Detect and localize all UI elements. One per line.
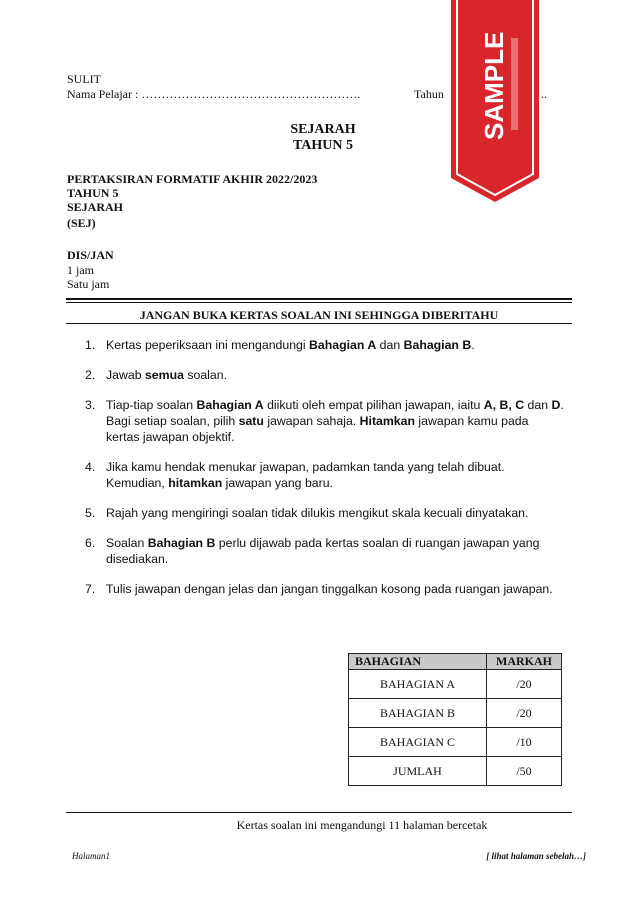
instruction-number: 5. xyxy=(85,506,96,520)
confidential-label: SULIT xyxy=(67,72,101,86)
table-cell-marks: /10 xyxy=(487,728,562,757)
instruction-segment: Jawab xyxy=(106,368,145,382)
instruction-item xyxy=(85,397,565,445)
divider-top-thin xyxy=(66,302,572,303)
instruction-item xyxy=(85,581,565,597)
table-row xyxy=(349,670,562,699)
table-row xyxy=(349,757,562,786)
instruction-segment: . xyxy=(471,338,475,352)
instruction-number: 3. xyxy=(85,398,96,412)
divider-under-warning xyxy=(66,323,572,324)
table-cell-marks: /50 xyxy=(487,757,562,786)
table-row xyxy=(349,728,562,757)
instruction-segment: Jika kamu hendak menukar jawapan, padamkan tanda yang telah dibuat. Kemudian, xyxy=(106,460,505,490)
assessment-subject: SEJARAH xyxy=(67,200,124,214)
year-title: TAHUN 5 xyxy=(292,138,354,153)
table-row xyxy=(349,699,562,728)
instruction-item xyxy=(85,505,565,521)
instruction-number: 1. xyxy=(85,338,96,352)
instruction-emphasis: A, B, C xyxy=(483,398,525,412)
table-cell-section: BAHAGIAN B xyxy=(349,699,487,728)
instruction-number: 7. xyxy=(85,582,96,596)
instruction-segment: jawapan kamu pada kertas jawapan objektif. xyxy=(106,414,529,444)
instruction-text xyxy=(106,460,505,490)
instruction-text xyxy=(106,338,475,352)
subject-title: SEJARAH xyxy=(290,122,356,137)
instruction-emphasis: Bahagian B xyxy=(403,338,472,352)
instruction-emphasis: satu xyxy=(238,414,264,428)
instruction-item xyxy=(85,337,565,353)
instruction-segment: jawapan sahaja. xyxy=(263,414,360,428)
instruction-text xyxy=(106,368,227,382)
instruction-emphasis: semua xyxy=(144,368,184,382)
student-name-label: Nama Pelajar : xyxy=(67,87,139,101)
marks-header-section: BAHAGIAN xyxy=(349,654,487,670)
year-dots: .. xyxy=(541,87,547,101)
instruction-segment: perlu dijawab pada kertas soalan di ruangan jawapan yang disediakan. xyxy=(106,536,540,566)
instruction-text xyxy=(106,536,539,566)
marks-table-header xyxy=(349,654,562,670)
instruction-emphasis: Bahagian B xyxy=(147,536,216,550)
table-cell-section: BAHAGIAN A xyxy=(349,670,487,699)
assessment-code: (SEJ) xyxy=(67,216,96,230)
instruction-text xyxy=(106,582,553,596)
student-name-line xyxy=(67,87,360,101)
instruction-text xyxy=(106,506,528,520)
instruction-segment: jawapan yang baru. xyxy=(222,476,333,490)
page-count-note: Kertas soalan ini mengandungi 11 halaman bercetak xyxy=(236,818,488,832)
sample-ribbon-stamp xyxy=(451,0,539,202)
marks-header-marks: MARKAH xyxy=(487,654,562,670)
student-name-dots: ………………………………………………. xyxy=(141,87,361,101)
instruction-item xyxy=(85,367,565,383)
instruction-number: 2. xyxy=(85,368,96,382)
instruction-segment: dan xyxy=(376,338,404,352)
assessment-title: PERTAKSIRAN FORMATIF AKHIR 2022/2023 xyxy=(67,172,318,186)
marks-table xyxy=(348,653,562,786)
instruction-segment: Rajah yang mengiringi soalan tidak dilukis mengikut skala kecuali dinyatakan. xyxy=(106,506,529,520)
divider-top-thick xyxy=(66,298,572,300)
instruction-text xyxy=(106,398,564,444)
instructions-list xyxy=(85,337,565,611)
assessment-year: TAHUN 5 xyxy=(67,186,119,200)
instruction-segment: diikuti oleh empat pilihan jawapan, iaitu xyxy=(263,398,484,412)
instruction-segment: Tulis jawapan dengan jelas dan jangan tinggalkan kosong pada ruangan jawapan. xyxy=(106,582,553,596)
exam-duration-words: Satu jam xyxy=(67,277,110,291)
instruction-segment: soalan. xyxy=(183,368,228,382)
instruction-emphasis: Bahagian A xyxy=(309,338,377,352)
do-not-open-warning: JANGAN BUKA KERTAS SOALAN INI SEHINGGA DIBERITAHU xyxy=(139,308,499,322)
instruction-emphasis: Hitamkan xyxy=(359,414,415,428)
table-cell-marks: /20 xyxy=(487,699,562,728)
instruction-emphasis: Bahagian A xyxy=(196,398,264,412)
sample-stamp-text: SAMPLE xyxy=(479,31,509,140)
instruction-emphasis: D xyxy=(551,398,561,412)
ribbon-watermark-strip xyxy=(511,38,518,130)
instruction-segment: Soalan xyxy=(106,536,148,550)
instruction-segment: Kertas peperiksaan ini mengandungi xyxy=(106,338,310,352)
page-number: Halaman1 xyxy=(72,851,110,861)
instruction-number: 4. xyxy=(85,460,96,474)
next-page-note: [ lihat halaman sebelah…] xyxy=(486,851,586,861)
exam-month: DIS/JAN xyxy=(67,248,114,262)
instruction-segment: dan xyxy=(524,398,552,412)
exam-duration: 1 jam xyxy=(67,263,94,277)
instruction-segment: . Bagi setiap soalan, pilih xyxy=(106,398,564,428)
instruction-item xyxy=(85,459,565,491)
table-cell-section: BAHAGIAN C xyxy=(349,728,487,757)
instruction-number: 6. xyxy=(85,536,96,550)
table-cell-marks: /20 xyxy=(487,670,562,699)
table-cell-section: JUMLAH xyxy=(349,757,487,786)
year-label: Tahun xyxy=(414,87,444,101)
instruction-emphasis: hitamkan xyxy=(168,476,223,490)
instruction-segment: Tiap-tiap soalan xyxy=(106,398,197,412)
instruction-item xyxy=(85,535,565,567)
divider-footer xyxy=(66,812,572,813)
